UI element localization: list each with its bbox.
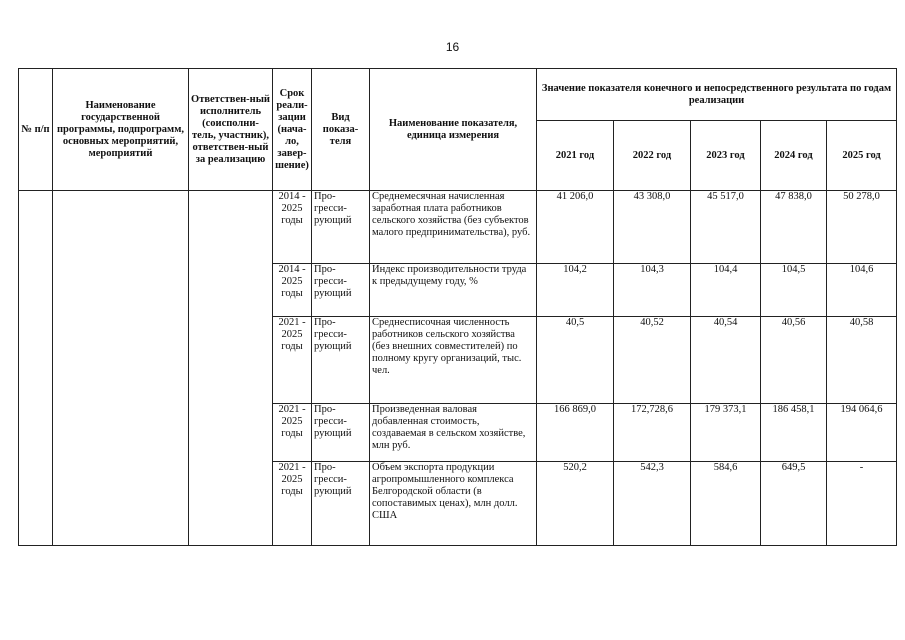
cell-term: 2021 - 2025 годы <box>273 317 312 404</box>
header-responsible: Ответствен-ный исполнитель (соисполни-тель, участник), ответствен-ный за реализацию <box>189 69 273 191</box>
table-row <box>19 191 897 264</box>
cell-value-2025: - <box>827 462 897 546</box>
header-row-1 <box>19 69 897 121</box>
cell-value-2021: 40,5 <box>537 317 614 404</box>
cell-value-2021: 41 206,0 <box>537 191 614 264</box>
cell-value-2023: 179 373,1 <box>691 404 761 462</box>
cell-type: Про-гресси-рующий <box>312 462 370 546</box>
cell-value-2023: 104,4 <box>691 264 761 317</box>
header-program-name: Наименование государственной программы, подпрограмм, основных мероприятий, мероприятий <box>53 69 189 191</box>
cell-term: 2014 - 2025 годы <box>273 264 312 317</box>
cell-num-blank <box>19 191 53 546</box>
cell-indicator: Произведенная валовая добавленная стоимость, создаваемая в сельском хозяйстве, млн руб. <box>370 404 537 462</box>
cell-value-2025: 194 064,6 <box>827 404 897 462</box>
cell-value-2021: 166 869,0 <box>537 404 614 462</box>
cell-value-2023: 40,54 <box>691 317 761 404</box>
header-year-2023: 2023 год <box>691 121 761 191</box>
page-number: 16 <box>445 40 460 54</box>
header-term: Срок реали-зации (нача-ло, завер-шение) <box>273 69 312 191</box>
cell-type: Про-гресси-рующий <box>312 191 370 264</box>
cell-value-2022: 40,52 <box>614 317 691 404</box>
cell-value-2023: 584,6 <box>691 462 761 546</box>
cell-indicator: Среднесписочная численность работников сельского хозяйства (без внешних совместителей) по полному кругу организаций, тыс. чел. <box>370 317 537 404</box>
cell-value-2025: 40,58 <box>827 317 897 404</box>
cell-indicator: Среднемесячная начисленная заработная плата работников сельского хозяйства (без субъектов малого предпринимательства), руб. <box>370 191 537 264</box>
header-year-2024: 2024 год <box>761 121 827 191</box>
header-indicator-name: Наименование показателя, единица измерения <box>370 69 537 191</box>
cell-value-2024: 104,5 <box>761 264 827 317</box>
cell-term: 2014 - 2025 годы <box>273 191 312 264</box>
cell-value-2024: 649,5 <box>761 462 827 546</box>
header-year-2021: 2021 год <box>537 121 614 191</box>
cell-value-2022: 172,728,6 <box>614 404 691 462</box>
cell-value-2022: 104,3 <box>614 264 691 317</box>
cell-value-2024: 40,56 <box>761 317 827 404</box>
cell-responsible-blank <box>189 191 273 546</box>
cell-indicator: Объем экспорта продукции агропромышленного комплекса Белгородской области (в сопоставимых ценах), млн долл. США <box>370 462 537 546</box>
cell-program-blank <box>53 191 189 546</box>
cell-value-2024: 186 458,1 <box>761 404 827 462</box>
cell-value-2021: 104,2 <box>537 264 614 317</box>
cell-value-2025: 104,6 <box>827 264 897 317</box>
cell-value-2021: 520,2 <box>537 462 614 546</box>
header-indicator-type: Вид показа-теля <box>312 69 370 191</box>
cell-value-2022: 43 308,0 <box>614 191 691 264</box>
cell-indicator: Индекс производительности труда к предыдущему году, % <box>370 264 537 317</box>
cell-term: 2021 - 2025 годы <box>273 404 312 462</box>
cell-value-2024: 47 838,0 <box>761 191 827 264</box>
cell-type: Про-гресси-рующий <box>312 317 370 404</box>
cell-type: Про-гресси-рующий <box>312 404 370 462</box>
cell-value-2022: 542,3 <box>614 462 691 546</box>
header-values-group: Значение показателя конечного и непосредственного результата по годам реализации <box>537 69 897 121</box>
cell-type: Про-гресси-рующий <box>312 264 370 317</box>
cell-term: 2021 - 2025 годы <box>273 462 312 546</box>
header-year-2022: 2022 год <box>614 121 691 191</box>
cell-value-2025: 50 278,0 <box>827 191 897 264</box>
cell-value-2023: 45 517,0 <box>691 191 761 264</box>
header-num: № п/п <box>19 69 53 191</box>
header-year-2025: 2025 год <box>827 121 897 191</box>
indicators-table <box>18 68 897 546</box>
